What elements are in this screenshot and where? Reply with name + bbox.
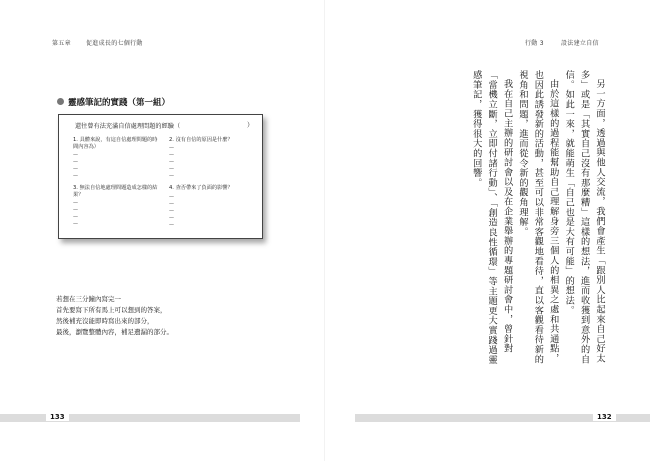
answer-lines-3 <box>73 200 78 228</box>
answer-line: — <box>73 152 78 158</box>
answer-line: — <box>169 152 174 158</box>
instructions <box>56 294 173 338</box>
page-number: 133 <box>46 413 69 421</box>
bullet-icon <box>57 98 64 105</box>
answer-line: — <box>73 159 78 165</box>
body-text <box>427 70 607 370</box>
answer-line: — <box>73 166 78 172</box>
answer-line: — <box>73 214 78 220</box>
answer-line: — <box>169 194 174 200</box>
answer-line: — <box>169 166 174 172</box>
answer-line: — <box>73 200 78 206</box>
instruction-line: 最後，瀏覽整體內容，補足遺漏的部分。 <box>56 328 173 336</box>
chapter-title: 促進成長的七個行動 <box>86 40 143 47</box>
chapter-label: 第五章 <box>52 40 71 47</box>
answer-line: — <box>73 207 78 213</box>
answer-line: — <box>169 208 174 214</box>
paragraph: 我在自己主辦的研討會以及在企業舉辦的專題研討會中，曾針對「當機立斷，立即付諸行動」、「創造良性循環」等主題更大實踐過靈感筆記，獲得很大的回響。 <box>470 70 513 365</box>
answer-lines-1 <box>73 152 78 180</box>
answer-line: — <box>73 173 78 179</box>
section-title: 靈感筆記的實踐（第一組） <box>68 98 171 108</box>
paragraph: 另一方面，透過與他人交流，我們會產生「跟別人比起來自己好太多」或是「其實自己沒有那麼糟」這樣的想法，進而收獲到意外的自信。如此一來，就能萌生「自己也是大有可能」的想法。 <box>563 70 605 364</box>
question-4: 4. 查否帶來了負面的影響？ <box>169 185 233 191</box>
footer-bar <box>0 414 300 422</box>
action-number: 行動 3 <box>525 40 544 47</box>
answer-lines-4 <box>169 194 174 229</box>
answer-line: — <box>169 159 174 165</box>
answer-lines-2 <box>169 145 174 180</box>
instruction-line: 首先要寫下所有馬上可以想到的答案， <box>56 306 167 314</box>
question-1: 1. 具體來說，有這自信處理問題的時間內容為） <box>73 137 158 150</box>
action-title: 設法建立自信 <box>561 40 599 47</box>
question-2: 2. 沒有自信的原因是什麼？ <box>169 137 233 143</box>
answer-line: — <box>169 201 174 207</box>
answer-line: — <box>169 145 174 151</box>
worksheet-close-paren: ） <box>247 121 254 129</box>
instruction-line: 然後補充沒能即時寫出來的部分， <box>56 317 154 325</box>
worksheet-title: 還往曾有法充滿自信處理問題的經驗（ <box>75 123 181 130</box>
page-number: 132 <box>593 413 616 421</box>
worksheet-card <box>58 114 263 239</box>
paragraph: 由於這樣的過程能幫助自己理解身旁三個人的相異之處和共通點，也因此誘發新的活動，甚至可以非常客觀地看待，直以客觀看待新的視角和問題，進而從令新的觀角理解。 <box>516 70 559 364</box>
answer-line: — <box>169 222 174 228</box>
answer-line: — <box>169 215 174 221</box>
question-3: 3. 無法自信地處理問題造成怎樣的結果？ <box>73 185 158 198</box>
instruction-line: 若想在三分鐘內寫完一 <box>56 295 121 303</box>
answer-line: — <box>73 221 78 227</box>
answer-line: — <box>169 173 174 179</box>
